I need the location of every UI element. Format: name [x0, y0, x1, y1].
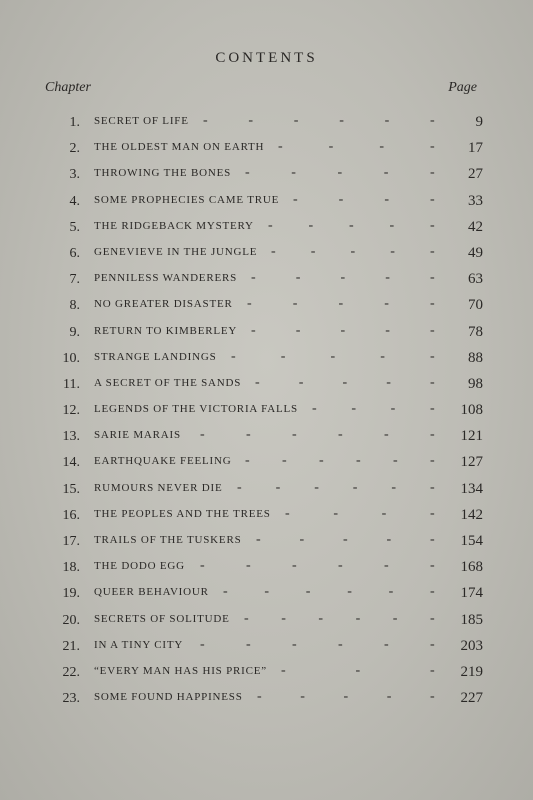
- leader-dash: -: [298, 374, 304, 390]
- leader-dash: -: [430, 165, 435, 181]
- chapter-number: 17.: [62, 534, 80, 549]
- chapter-number: 12.: [62, 403, 80, 419]
- leader-dash: -: [338, 558, 343, 574]
- page-number: 121: [460, 428, 483, 445]
- leader-dash: -: [231, 348, 236, 364]
- leader-dash: -: [293, 113, 299, 128]
- leader-dash: -: [291, 165, 296, 181]
- leader-dash: -: [340, 270, 346, 286]
- leader-dash: -: [255, 374, 260, 390]
- chapter-number: 4.: [69, 193, 80, 209]
- page-column-header: Page: [448, 80, 477, 95]
- leader-dash: -: [245, 453, 250, 469]
- leader-dash: -: [384, 636, 389, 652]
- leader-dash: -: [328, 139, 334, 155]
- leader-dash: -: [292, 296, 298, 312]
- chapter-number: 5.: [69, 219, 80, 235]
- leader-dash: -: [393, 453, 398, 469]
- leader-dash: -: [330, 348, 336, 364]
- leader-dash: -: [200, 636, 205, 652]
- leader-dash: -: [356, 453, 361, 469]
- leader-dash: -: [430, 584, 435, 600]
- leader-dash: -: [244, 610, 249, 626]
- leader-dash: -: [388, 584, 394, 600]
- leader-dash: -: [430, 453, 435, 469]
- contents-row: [0, 529, 533, 555]
- leader-dash: -: [430, 113, 435, 128]
- leader-dash: -: [200, 558, 205, 574]
- leader-dash: -: [337, 165, 343, 181]
- leader-dash: -: [384, 558, 389, 574]
- leader-dash: -: [292, 427, 297, 443]
- page-number: 227: [460, 690, 483, 707]
- leader-dash: -: [305, 584, 311, 600]
- chapter-number: 6.: [69, 245, 80, 261]
- leader-dash: -: [430, 662, 435, 678]
- leader-dash: -: [386, 374, 391, 390]
- contents-row: [0, 110, 533, 136]
- leader-dash: -: [430, 191, 435, 207]
- leader-dash: -: [203, 113, 208, 128]
- leader-dash: -: [292, 636, 297, 652]
- leader-dash: -: [430, 610, 435, 626]
- chapter-title: THE RIDGEBACK MYSTERY: [94, 219, 254, 232]
- chapter-title: QUEER BEHAVIOUR: [94, 586, 209, 599]
- leader-dash: -: [340, 322, 346, 338]
- leader-dash: -: [351, 401, 356, 417]
- leader-dash: -: [293, 191, 298, 207]
- contents-row: [0, 660, 533, 686]
- leader-dash: -: [251, 322, 256, 338]
- contents-row: [0, 267, 533, 293]
- leader-dash: -: [275, 479, 281, 495]
- chapter-number: 8.: [69, 298, 80, 314]
- chapter-number: 7.: [69, 272, 80, 288]
- leader-dash: -: [278, 139, 283, 155]
- leader-dash: -: [281, 662, 286, 678]
- contents-row: [0, 162, 533, 188]
- leader-dash: -: [380, 348, 385, 364]
- page-number: 17: [468, 140, 483, 157]
- leader-dash: -: [248, 113, 254, 128]
- page-number: 88: [468, 349, 483, 366]
- page-number: 78: [468, 323, 483, 340]
- chapter-title: SECRET OF LIFE: [94, 115, 189, 127]
- leader-dash: -: [333, 505, 338, 521]
- contents-row: [0, 608, 533, 634]
- leader-dash: -: [430, 139, 435, 155]
- chapter-number: 21.: [62, 638, 80, 654]
- contents-row: [0, 503, 533, 529]
- leader-dash: -: [430, 270, 435, 286]
- chapter-title: THE OLDEST MAN ON EARTH: [94, 141, 265, 154]
- leader-dash: -: [223, 584, 228, 600]
- contents-row: [0, 398, 533, 424]
- chapter-title: LEGENDS OF THE VICTORIA FALLS: [94, 403, 298, 416]
- contents-row: [0, 215, 533, 241]
- chapter-number: 20.: [62, 612, 80, 628]
- leader-dash: -: [342, 374, 348, 390]
- leader-dash: -: [384, 113, 390, 128]
- chapter-column-header: Chapter: [45, 80, 91, 95]
- leader-dash: -: [390, 401, 396, 417]
- chapter-title: THE DODO EGG: [94, 560, 185, 573]
- contents-heading: CONTENTS: [215, 50, 318, 66]
- page-number: 219: [460, 663, 483, 680]
- leader-dash: -: [350, 243, 356, 259]
- leader-dash: -: [339, 113, 344, 128]
- chapter-title: EARTHQUAKE FEELING: [94, 455, 232, 468]
- contents-row: [0, 372, 533, 398]
- leader-dash: -: [245, 165, 250, 181]
- leader-dash: -: [352, 479, 358, 495]
- chapter-title: GENEVIEVE IN THE JUNGLE: [94, 245, 258, 258]
- leader-dash: -: [295, 322, 301, 338]
- leader-dash: -: [390, 243, 395, 259]
- leader-dash: -: [318, 610, 324, 626]
- leader-dash: -: [299, 532, 305, 547]
- contents-row: [0, 477, 533, 503]
- page-number: 168: [460, 559, 483, 576]
- chapter-number: 16.: [62, 507, 80, 523]
- leader-dash: -: [292, 558, 297, 574]
- chapter-title: PENNILESS WANDERERS: [94, 272, 238, 285]
- leader-dash: -: [379, 139, 384, 155]
- chapter-number: 2.: [69, 141, 80, 157]
- leader-dash: -: [355, 662, 361, 678]
- leader-dash: -: [430, 505, 435, 521]
- leader-dash: -: [430, 217, 435, 233]
- leader-dash: -: [430, 427, 435, 443]
- leader-dash: -: [392, 610, 398, 626]
- contents-row: [0, 241, 533, 267]
- chapter-number: 3.: [69, 167, 80, 183]
- leader-dash: -: [338, 191, 344, 207]
- chapter-number: 13.: [62, 429, 80, 445]
- leader-dash: -: [280, 348, 286, 364]
- contents-row: [0, 189, 533, 215]
- leader-dash: -: [391, 479, 397, 495]
- page-number: 134: [460, 480, 483, 497]
- contents-row: [0, 320, 533, 346]
- leader-dash: -: [246, 427, 251, 443]
- contents-row: [0, 581, 533, 607]
- contents-row: [0, 450, 533, 476]
- leader-dash: -: [430, 558, 435, 574]
- leader-dash: -: [237, 479, 242, 495]
- chapter-number: 9.: [69, 324, 80, 340]
- chapter-number: 1.: [69, 115, 80, 130]
- chapter-number: 10.: [62, 350, 80, 366]
- leader-dash: -: [430, 243, 435, 259]
- page-number: 49: [468, 244, 483, 261]
- leader-dash: -: [430, 636, 435, 652]
- page-number: 42: [468, 218, 483, 235]
- leader-dash: -: [271, 243, 276, 259]
- leader-dash: -: [430, 689, 435, 705]
- leader-dash: -: [246, 558, 251, 574]
- page-number: 154: [460, 533, 483, 549]
- leader-dash: -: [430, 296, 435, 312]
- chapter-title: SARIE MARAIS: [94, 429, 181, 442]
- chapter-title: THE PEOPLES AND THE TREES: [94, 507, 271, 520]
- leader-dash: -: [251, 270, 256, 286]
- contents-row: [0, 293, 533, 319]
- leader-dash: -: [256, 532, 261, 547]
- chapter-number: 11.: [63, 376, 80, 392]
- page-number: 185: [460, 611, 483, 628]
- chapter-title: IN A TINY CITY: [94, 638, 184, 651]
- chapter-title: “EVERY MAN HAS HIS PRICE”: [94, 664, 267, 677]
- page-number: 98: [468, 375, 483, 392]
- contents-row: [0, 346, 533, 372]
- contents-list: [0, 110, 533, 712]
- page-number: 9: [475, 114, 483, 130]
- leader-dash: -: [386, 532, 392, 547]
- leader-dash: -: [347, 584, 352, 600]
- chapter-title: SECRETS OF SOLITUDE: [94, 612, 230, 625]
- page-number: 108: [460, 402, 483, 419]
- leader-dash: -: [430, 374, 435, 390]
- leader-dash: -: [385, 322, 390, 338]
- leader-dash: -: [384, 427, 389, 443]
- leader-dash: -: [389, 217, 395, 233]
- chapter-title: STRANGE LANDINGS: [94, 350, 217, 363]
- leader-dash: -: [355, 610, 361, 626]
- chapter-number: 14.: [62, 455, 80, 471]
- leader-dash: -: [381, 505, 387, 521]
- contents-row: [0, 424, 533, 450]
- chapter-title: NO GREATER DISASTER: [94, 298, 233, 311]
- leader-dash: -: [338, 636, 343, 652]
- leader-dash: -: [430, 532, 435, 547]
- page-number: 142: [460, 506, 483, 523]
- leader-dash: -: [295, 270, 301, 286]
- chapter-title: RETURN TO KIMBERLEY: [94, 324, 238, 337]
- chapter-title: RUMOURS NEVER DIE: [94, 481, 223, 494]
- chapter-title: SOME FOUND HAPPINESS: [94, 691, 243, 704]
- chapter-title: THROWING THE BONES: [94, 167, 232, 180]
- leader-dash: -: [281, 610, 286, 626]
- leader-dash: -: [383, 165, 389, 181]
- leader-dash: -: [343, 689, 349, 705]
- chapter-title: SOME PROPHECIES CAME TRUE: [94, 193, 280, 206]
- chapter-number: 15.: [62, 481, 80, 497]
- leader-dash: -: [247, 296, 252, 312]
- leader-dash: -: [314, 479, 319, 495]
- leader-dash: -: [384, 191, 389, 207]
- page-number: 203: [460, 637, 483, 654]
- chapter-number: 19.: [62, 586, 80, 602]
- leader-dash: -: [257, 689, 262, 705]
- contents-row: [0, 686, 533, 712]
- leader-dash: -: [338, 296, 344, 312]
- leader-dash: -: [430, 401, 435, 417]
- leader-dash: -: [384, 296, 389, 312]
- chapter-title: A SECRET OF THE SANDS: [94, 376, 242, 389]
- leader-dash: -: [285, 505, 290, 521]
- leader-dash: -: [385, 270, 390, 286]
- leader-dash: -: [308, 217, 314, 233]
- leader-dash: -: [430, 322, 435, 338]
- chapter-title: TRAILS OF THE TUSKERS: [94, 534, 242, 546]
- leader-dash: -: [200, 427, 205, 443]
- leader-dash: -: [430, 348, 435, 364]
- leader-dash: -: [430, 479, 435, 495]
- chapter-number: 22.: [62, 664, 80, 680]
- page-number: 70: [468, 297, 483, 314]
- contents-row: [0, 555, 533, 581]
- leader-dash: -: [300, 689, 305, 705]
- page-number: 127: [460, 454, 483, 471]
- leader-dash: -: [246, 636, 251, 652]
- leader-dash: -: [264, 584, 270, 600]
- chapter-number: 18.: [62, 560, 80, 576]
- leader-dash: -: [310, 243, 316, 259]
- page-number: 63: [468, 271, 483, 288]
- leader-dash: -: [386, 689, 392, 705]
- contents-row: [0, 634, 533, 660]
- leader-dash: -: [338, 427, 343, 443]
- leader-dash: -: [349, 217, 354, 233]
- contents-row: [0, 136, 533, 162]
- page-number: 174: [460, 585, 483, 602]
- page-number: 33: [468, 192, 483, 209]
- page-number: 27: [468, 166, 483, 183]
- leader-dash: -: [319, 453, 324, 469]
- leader-dash: -: [268, 217, 273, 233]
- chapter-number: 23.: [62, 691, 80, 707]
- leader-dash: -: [343, 532, 348, 547]
- leader-dash: -: [282, 453, 287, 469]
- leader-dash: -: [312, 401, 317, 417]
